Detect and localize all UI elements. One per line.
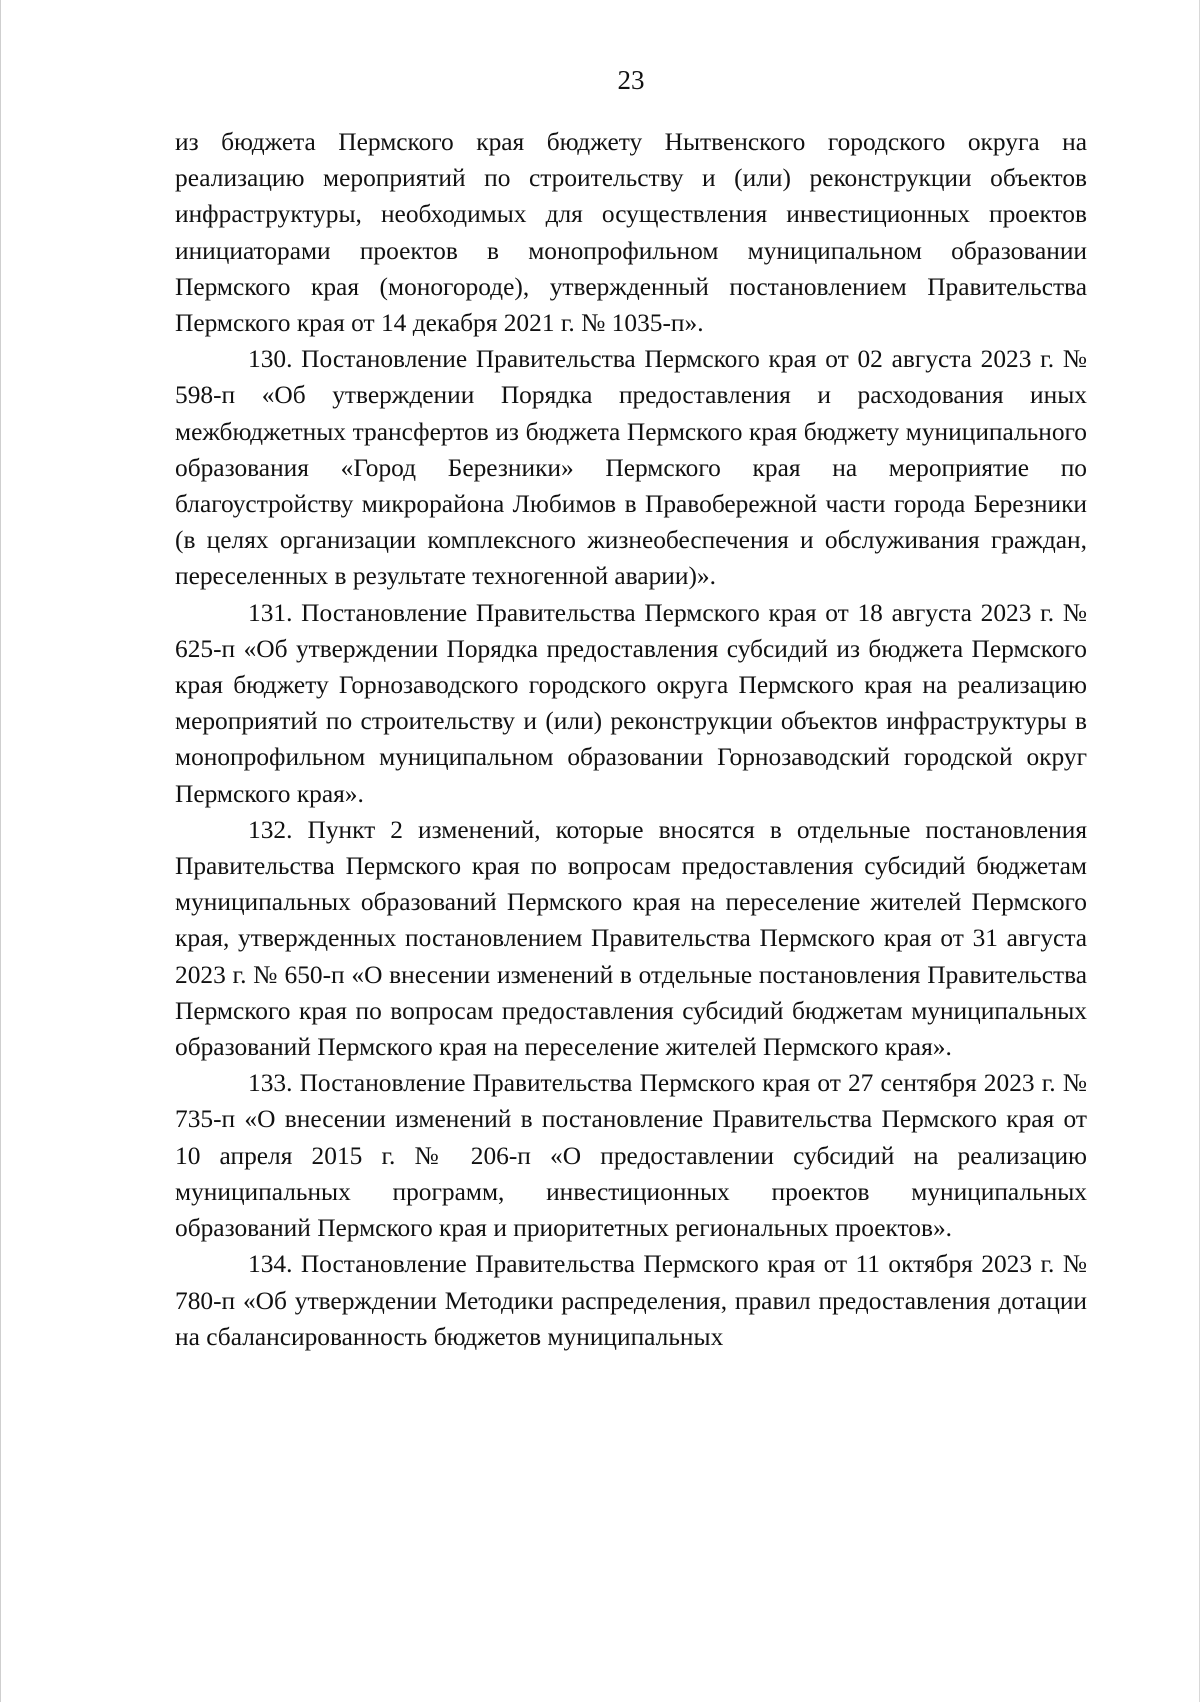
page-number: 23 <box>617 65 645 95</box>
paragraph-item-132: 132. Пункт 2 изменений, которые вносятся в отдельные постановления Правительства Пермского края по вопросам предоставления субсидий бюджетам муниципальных образований Пермского края на переселение жителей Пермского края, утвержденных постановлением Правительства Пермского края от 31 августа 2023 г. № 650-п «О внесении изменений в отдельные постановления Правительства Пермского края по вопросам предоставления субсидий бюджетам муниципальных образований Пермского края на переселение жителей Пермского края». <box>175 815 1087 1062</box>
paragraph-continuation: из бюджета Пермского края бюджету Нытвенского городского округа на реализацию мероприятий по строительству и (или) реконструкции объектов инфраструктуры, необходимых для осуществления инвестиционных проектов инициаторами проектов в монопрофильном муниципальном образовании Пермского края (моногороде), утвержденный постановлением Правительства Пермского края от 14 декабря 2021 г. № 1035-п». <box>175 128 1087 338</box>
document-body <box>175 124 1087 1355</box>
paragraph-item-131: 131. Постановление Правительства Пермского края от 18 августа 2023 г. № 625-п «Об утверждении Порядка предоставления субсидий из бюджета Пермского края бюджету Горнозаводского городского округа Пермского края на реализацию мероприятий по строительству и (или) реконструкции объектов инфраструктуры в монопрофильном муниципальном образовании Горнозаводский городской округ Пермского края». <box>175 598 1087 808</box>
paragraph-item-134: 134. Постановление Правительства Пермского края от 11 октября 2023 г. № 780-п «Об утверждении Методики распределения, правил предоставления дотации на сбалансированность бюджетов муниципальных <box>175 1250 1087 1351</box>
paragraph-item-133: 133. Постановление Правительства Пермского края от 27 сентября 2023 г. № 735-п «О внесении изменений в постановление Правительства Пермского края от 10 апреля 2015 г. № 206-п «О предоставлении субсидий на реализацию муниципальных программ, инвестиционных проектов муниципальных образований Пермского края и приоритетных региональных проектов». <box>175 1069 1087 1243</box>
paragraph-item-130: 130. Постановление Правительства Пермского края от 02 августа 2023 г. № 598-п «Об утверждении Порядка предоставления и расходования иных межбюджетных трансфертов из бюджета Пермского края бюджету муниципального образования «Город Березники» Пермского края на мероприятие по благоустройству микрорайона Любимов в Правобережной части города Березники (в целях организации комплексного жизнеобеспечения и обслуживания граждан, переселенных в результате техногенной аварии)». <box>175 345 1087 591</box>
